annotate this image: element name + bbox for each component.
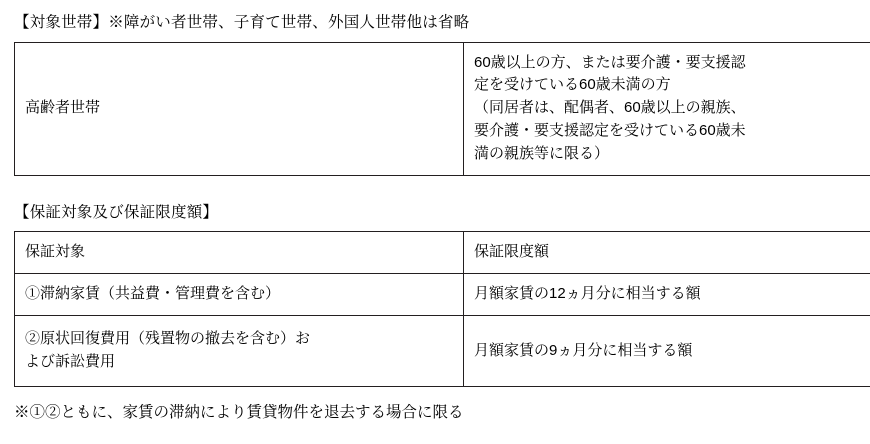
column-header-target: 保証対象 bbox=[15, 232, 464, 274]
eligible-households-heading: 【対象世帯】※障がい者世帯、子育て世帯、外国人世帯他は省略 bbox=[14, 14, 470, 31]
table-header-row bbox=[15, 232, 870, 274]
condition-line: （同居者は、配偶者、60歳以上の親族、 bbox=[474, 99, 746, 117]
condition-line: 満の親族等に限る） bbox=[474, 144, 610, 162]
footnote-text: ※①②ともに、家賃の滞納により賃貸物件を退去する場合に限る bbox=[14, 403, 464, 421]
column-header-limit: 保証限度額 bbox=[464, 232, 870, 274]
guarantee-target-cell bbox=[15, 315, 464, 386]
guarantee-target-line: ②原状回復費用（残置物の撤去を含む）お bbox=[25, 330, 311, 348]
guarantee-limit-cell: 月額家賃の12ヵ月分に相当する額 bbox=[464, 274, 870, 316]
guarantee-limit-cell: 月額家賃の9ヵ月分に相当する額 bbox=[464, 315, 870, 386]
table-row bbox=[15, 42, 870, 175]
table-row bbox=[15, 274, 870, 316]
guarantee-scope-heading: 【保証対象及び保証限度額】 bbox=[14, 203, 219, 221]
guarantee-target-cell: ①滞納家賃（共益費・管理費を含む） bbox=[15, 274, 464, 316]
guarantee-target-line: よび訴訟費用 bbox=[25, 352, 116, 370]
condition-line: 60歳以上の方、または要介護・要支援認 bbox=[474, 53, 746, 71]
household-condition-cell bbox=[464, 42, 870, 175]
table-row bbox=[15, 315, 870, 386]
guarantee-table bbox=[14, 231, 870, 387]
condition-line: 要介護・要支援認定を受けている60歳未 bbox=[474, 122, 746, 140]
household-type-cell: 高齢者世帯 bbox=[15, 42, 464, 175]
eligible-households-table bbox=[14, 42, 870, 176]
condition-line: 定を受けている60歳未満の方 bbox=[474, 76, 671, 94]
